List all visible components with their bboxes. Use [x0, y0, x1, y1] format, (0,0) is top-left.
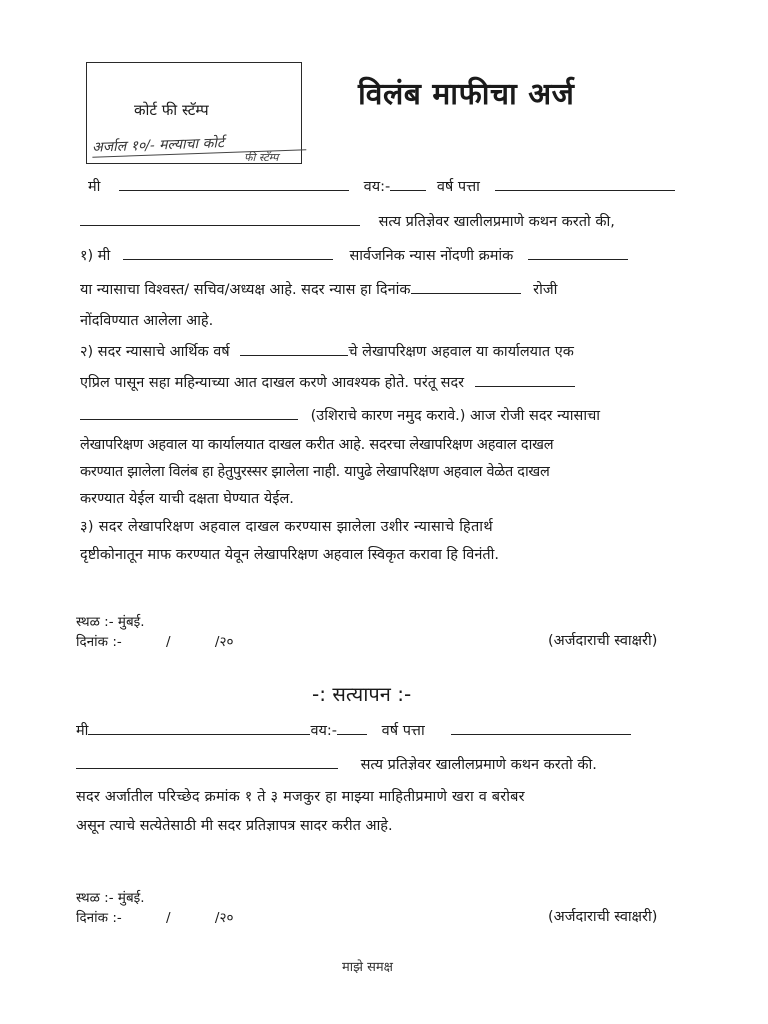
date-line-2: दिनांक :- / /२०: [76, 910, 234, 926]
verification-line-3: सदर अर्जातील परिच्छेद क्रमांक १ ते ३ मजकुर हा माझ्या माहितीप्रमाणे खरा व बरोबर: [76, 789, 525, 805]
para2-line-6: करण्यात येईल याची दक्षता घेण्यात येईल.: [80, 491, 294, 507]
para1-line-2: या न्यासाचा विश्वस्त/ सचिव/अध्यक्ष आहे. सदर न्यास हा दिनांक रोजी: [80, 282, 558, 298]
para1-line-3: नोंदविण्यात आलेला आहे.: [80, 313, 214, 329]
trust-name-blank[interactable]: [123, 247, 333, 260]
verify-address-blank[interactable]: [451, 722, 631, 735]
stamp-label: कोर्ट फी स्टॅम्प: [134, 101, 209, 119]
verify-name-blank[interactable]: [88, 722, 310, 735]
verification-line-2: सत्य प्रतिज्ञेवर खालीलप्रमाणे कथन करतो की.: [76, 754, 696, 776]
intro-line-1: मी वय:- वर्ष पत्ता: [88, 176, 708, 198]
financial-year-blank[interactable]: [240, 343, 348, 356]
para2-line-4: लेखापरिक्षण अहवाल या कार्यालयात दाखल करीत आहे. सदरचा लेखापरिक्षण अहवाल दाखल: [80, 437, 554, 453]
address-blank-2[interactable]: [80, 213, 360, 226]
verification-title: -: सत्यापन :-: [312, 682, 412, 706]
name-blank[interactable]: [119, 178, 349, 191]
intro-line-2: सत्य प्रतिज्ञेवर खालीलप्रमाणे कथन करतो की,: [80, 211, 700, 233]
verification-line-4: असून त्याचे सत्येतेसाठी मी सदर प्रतिज्ञापत्र सादर करीत आहे.: [76, 818, 393, 834]
document-title: विलंब माफीचा अर्ज: [358, 77, 575, 112]
verification-line-1: मी वय:- वर्ष पत्ता: [76, 720, 696, 742]
para3-line-1: ३) सदर लेखापरिक्षण अहवाल दाखल करण्यास झालेला उशीर न्यासाचे हितार्थ: [80, 519, 493, 535]
applicant-signature-1: (अर्जदाराची स्वाक्षरी): [548, 633, 658, 649]
trust-name-blank-2[interactable]: [475, 374, 575, 387]
date-line-1: दिनांक :- / /२०: [76, 634, 234, 650]
age-blank[interactable]: [390, 178, 426, 191]
verify-address-blank-2[interactable]: [76, 756, 338, 769]
para3-line-2: दृष्टीकोनातून माफ करण्यात येवून लेखापरिक्षण अहवाल स्विकृत करावा हि विनंती.: [80, 547, 500, 563]
address-blank[interactable]: [495, 178, 675, 191]
verify-age-blank[interactable]: [337, 722, 367, 735]
witness-footer: माझे समक्ष: [342, 960, 393, 975]
para1-line-1: १) मी सार्वजनिक न्यास नोंदणी क्रमांक: [80, 245, 700, 267]
place-label-2: स्थळ :- मुंबई.: [76, 890, 145, 906]
stamp-handwritten-note-2: फी स्टॅम्प: [244, 151, 279, 164]
applicant-signature-2: (अर्जदाराची स्वाक्षरी): [548, 909, 658, 925]
para2-line-3: (उशिराचे कारण नमुद करावे.) आज रोजी सदर न्यासाचा: [80, 405, 700, 427]
trust-date-blank[interactable]: [411, 281, 521, 294]
reason-blank[interactable]: [80, 407, 298, 420]
reg-number-blank[interactable]: [528, 247, 628, 260]
para2-line-5: करण्यात झालेला विलंब हा हेतुपुरस्सर झालेला नाही. यापुढे लेखापरिक्षण अहवाल वेळेत दाखल: [80, 464, 550, 480]
stamp-handwritten-note: अर्जाल १०/- मल्याचा कोर्ट: [92, 130, 307, 157]
para2-line-2: एप्रिल पासून सहा महिन्याच्या आत दाखल करणे आवश्यक होते. परंतू सदर: [80, 372, 700, 394]
place-label-1: स्थळ :- मुंबई.: [76, 614, 145, 630]
para2-line-1: २) सदर न्यासाचे आर्थिक वर्ष चे लेखापरिक्षण अहवाल या कार्यालयात एक: [80, 344, 574, 360]
